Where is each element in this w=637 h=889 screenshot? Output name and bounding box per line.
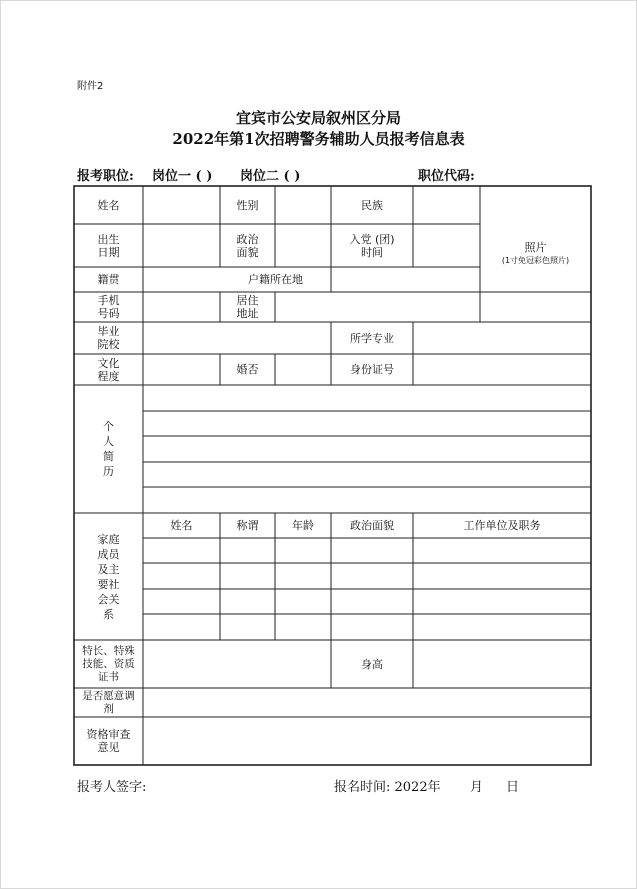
skills-field[interactable] — [143, 640, 331, 688]
phone-field[interactable] — [143, 292, 220, 322]
photo-label: 照片 — [524, 241, 547, 254]
family-col-name: 姓名 — [170, 519, 193, 532]
school-field[interactable] — [143, 322, 331, 354]
birth-date-field[interactable] — [143, 224, 220, 267]
family-col-age: 年龄 — [292, 519, 314, 532]
phone-label: 手机 号码 — [97, 294, 120, 320]
resume-label: 个 人 简 历 — [103, 420, 114, 478]
ethnicity-label: 民族 — [361, 198, 383, 212]
review-field[interactable] — [143, 717, 591, 765]
ethnicity-field[interactable] — [413, 186, 480, 224]
party-time-label: 入党 (团) 时间 — [349, 232, 395, 259]
family-col-work: 工作单位及职务 — [463, 519, 541, 532]
id-number-field[interactable] — [413, 354, 591, 385]
school-label: 毕业 院校 — [97, 325, 120, 351]
hukou-field[interactable] — [331, 267, 480, 292]
position-code-label: 职位代码: — [418, 169, 475, 184]
review-label: 资格审查 意见 — [86, 728, 131, 754]
title-line-2: 2022年第1次招聘警务辅助人员报考信息表 — [172, 130, 465, 148]
political-status-field[interactable] — [275, 224, 331, 267]
skills-label: 特长、特殊 技能、资质 证书 — [82, 644, 135, 683]
family-col-political: 政治面貌 — [350, 519, 394, 532]
family-label: 家庭 成员 及主 要社 会关 系 — [97, 532, 120, 621]
political-status-label: 政治 面貌 — [236, 232, 259, 259]
id-number-label: 身份证号 — [350, 363, 394, 376]
reg-day-label: 日 — [506, 780, 520, 795]
address-label: 居住 地址 — [236, 294, 259, 320]
marital-field[interactable] — [275, 354, 331, 385]
education-field[interactable] — [143, 354, 220, 385]
address-field[interactable] — [275, 292, 480, 322]
resume-field[interactable] — [143, 385, 591, 513]
native-place-label: 籍贯 — [97, 273, 120, 286]
birth-date-label: 出生 日期 — [97, 232, 120, 259]
marital-label: 婚否 — [236, 363, 259, 376]
height-field[interactable] — [413, 640, 591, 688]
height-label: 身高 — [361, 657, 383, 671]
reg-time-label: 报名时间: 2022年 — [334, 780, 441, 795]
gender-label: 性别 — [236, 198, 259, 212]
post-one-option[interactable]: 岗位一 ( ) — [152, 169, 213, 184]
party-time-field[interactable] — [413, 224, 480, 267]
reg-month-label: 月 — [470, 780, 484, 795]
name-field[interactable] — [143, 186, 220, 224]
name-label: 姓名 — [97, 198, 120, 212]
signature-label: 报考人签字: — [77, 780, 147, 795]
education-label: 文化 程度 — [97, 356, 120, 383]
attachment-label: 附件2 — [77, 81, 104, 92]
native-place-field[interactable] — [143, 267, 220, 292]
photo-box[interactable] — [480, 186, 591, 322]
post-two-option[interactable]: 岗位二 ( ) — [240, 169, 301, 184]
hukou-label: 户籍所在地 — [248, 273, 303, 286]
adjust-field[interactable] — [143, 688, 591, 717]
photo-note: (1寸免冠彩色照片) — [501, 256, 570, 265]
title-line-1: 宜宾市公安局叙州区分局 — [235, 109, 401, 127]
position-label: 报考职位: — [77, 169, 134, 184]
gender-field[interactable] — [275, 186, 331, 224]
major-field[interactable] — [413, 322, 591, 354]
major-label: 所学专业 — [350, 331, 394, 345]
adjust-label: 是否愿意调 剂 — [82, 689, 135, 715]
family-members-field[interactable] — [143, 538, 591, 640]
family-col-relation: 称谓 — [236, 519, 259, 532]
